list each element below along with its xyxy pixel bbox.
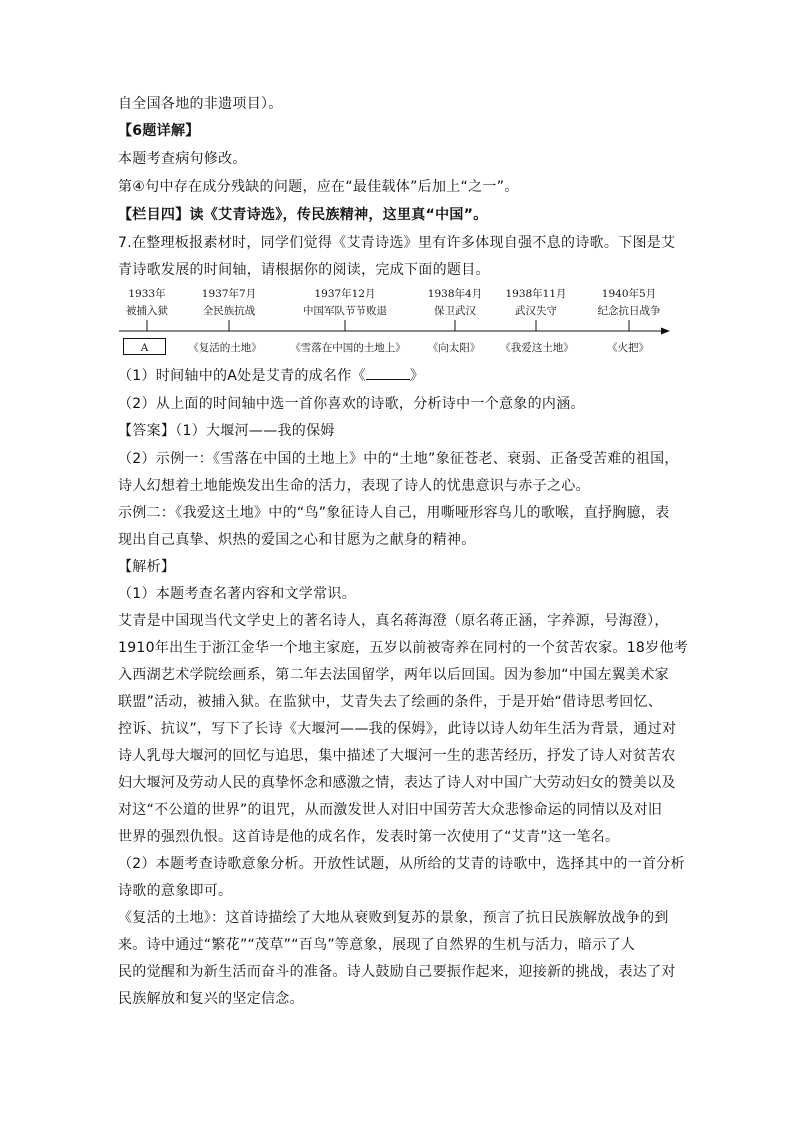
- answer-line: 【答案】（1）大堰河——我的保姆: [118, 423, 335, 439]
- timeline-year: 1940年5月: [601, 288, 657, 300]
- timeline-event: 纪念抗日战争: [597, 305, 661, 317]
- answer-line: 示例二：《我爱这土地》中的“鸟”象征诗人自己，用嘶哑形容鸟儿的歌喉，直抒胸臆，表: [118, 505, 670, 521]
- sub-question-text: （1）时间轴中的A处是艾青的成名作《: [118, 368, 366, 384]
- poem-title: 《复活的土地》: [188, 342, 262, 354]
- timeline-poems: [188, 341, 649, 354]
- timeline-event-labels: [126, 287, 661, 317]
- paragraph: 自全国各地的非遗项目）。: [118, 96, 283, 112]
- poem-title: 《雪落在中国的土地上》: [290, 342, 406, 354]
- question-stem-line: 青诗歌发展的时间轴，请根据你的阅读，完成下面的题目。: [118, 262, 490, 278]
- paragraph: 本题考查病句修改。: [118, 151, 247, 167]
- analysis-line: 联盟”活动，被捕入狱。在监狱中，艾青失去了绘画的条件，于是开始“借诗思考回忆、: [118, 694, 663, 710]
- question-stem-line: 7.在整理板报素材时，同学们觉得《艾青诗选》里有许多体现自强不息的诗歌。下图是艾: [118, 235, 676, 251]
- timeline-year: 1938年4月: [427, 288, 483, 300]
- sub-question-end: 》: [409, 368, 425, 384]
- analysis-line: 入西湖艺术学院绘画系，第二年去法国留学，两年以后回国。因为参加“中国左翼美术家: [118, 667, 669, 683]
- timeline-event: 保卫武汉: [434, 305, 476, 317]
- analysis-line: 诗人乳母大堰河的回忆与追思，集中描述了大堰河一生的悲苦经历，抒发了诗人对贫苦农: [118, 748, 676, 764]
- answer-line: 诗人幻想着土地能焕发出生命的活力，表现了诗人的忧患意识与赤子之心。: [118, 478, 590, 494]
- timeline-year: 1937年12月: [314, 288, 376, 300]
- analysis-heading: 【解析】: [118, 559, 176, 575]
- sub-question-2: （2）从上面的时间轴中选一首你喜欢的诗歌，分析诗中一个意象的内涵。: [118, 396, 585, 412]
- timeline-event: 全民族抗战: [202, 305, 256, 317]
- poem-title: 《向太阳》: [427, 342, 481, 354]
- timeline-event: 中国军队节节败退: [303, 305, 387, 317]
- timeline-year: 1933年: [128, 288, 166, 300]
- timeline-year: 1938年11月: [505, 288, 567, 300]
- timeline-figure: [0, 280, 794, 360]
- analysis-line: 诗歌的意象即可。: [118, 883, 233, 899]
- analysis-line: （1）本题考查名著内容和文学常识。: [118, 586, 357, 602]
- answer-box-label: A: [140, 342, 149, 354]
- answer-line: 现出自己真挚、炽热的爱国之心和甘愿为之献身的精神。: [118, 532, 476, 548]
- analysis-line: 民族解放和复兴的坚定信念。: [118, 991, 304, 1007]
- timeline-arrowhead: [661, 328, 670, 335]
- section-heading: 【6题详解】: [118, 123, 200, 139]
- timeline-event: 被捕入狱: [126, 305, 168, 317]
- analysis-line: 《复活的土地》：这首诗描绘了大地从衰败到复苏的景象，预言了抗日民族解放战争的到: [118, 910, 669, 926]
- paragraph: 第④句中存在成分残缺的问题，应在“最佳载体”后加上“之一”。: [118, 179, 519, 195]
- analysis-line: 艾青是中国现当代文学史上的著名诗人，真名蒋海澄（原名蒋正涵，字养源，号海澄），: [118, 613, 669, 629]
- analysis-line: 1910年出生于浙江金华一个地主家庭，五岁以前被寄养在同村的一个贫苦农家。18岁他考: [118, 640, 689, 656]
- timeline-year: 1937年7月: [201, 288, 257, 300]
- analysis-line: 来。诗中通过“繁花”“茂草”“百鸟”等意象，展现了自然界的生机与活力，暗示了人: [118, 937, 636, 953]
- answer-blank: [366, 366, 410, 380]
- timeline-ticks: [147, 320, 629, 331]
- analysis-line: 世界的强烈仇恨。这首诗是他的成名作，发表时第一次使用了“艾青”这一笔名。: [118, 829, 620, 845]
- column-heading: 【栏目四】读《艾青诗选》，传民族精神，这里真“中国”。: [118, 207, 488, 223]
- poem-title: 《我爱这土地》: [500, 342, 574, 354]
- answer-line: （2）示例一：《雪落在中国的土地上》中的“土地”象征苍老、衰弱、正备受苦难的祖国，: [118, 451, 679, 467]
- analysis-line: 民的觉醒和为新生活而奋斗的准备。诗人鼓励自己要振作起来，迎接新的挑战，表达了对: [118, 964, 676, 980]
- analysis-line: 妇大堰河及劳动人民的真挚怀念和感激之情，表达了诗人对中国广大劳动妇女的赞美以及: [118, 775, 676, 791]
- analysis-line: （2）本题考查诗歌意象分析。开放性试题，从所给的艾青的诗歌中，选择其中的一首分析: [118, 856, 685, 872]
- poem-title: 《火把》: [607, 342, 649, 354]
- sub-question-1: [118, 366, 424, 386]
- analysis-line: 控诉、抗议”，写下了长诗《大堰河——我的保姆》，此诗以诗人幼年生活为背景，通过对: [118, 721, 677, 737]
- analysis-line: 对这“不公道的世界”的诅咒，从而激发世人对旧中国劳苦大众悲惨命运的同情以及对旧: [118, 802, 663, 818]
- timeline-event: 武汉失守: [515, 305, 557, 317]
